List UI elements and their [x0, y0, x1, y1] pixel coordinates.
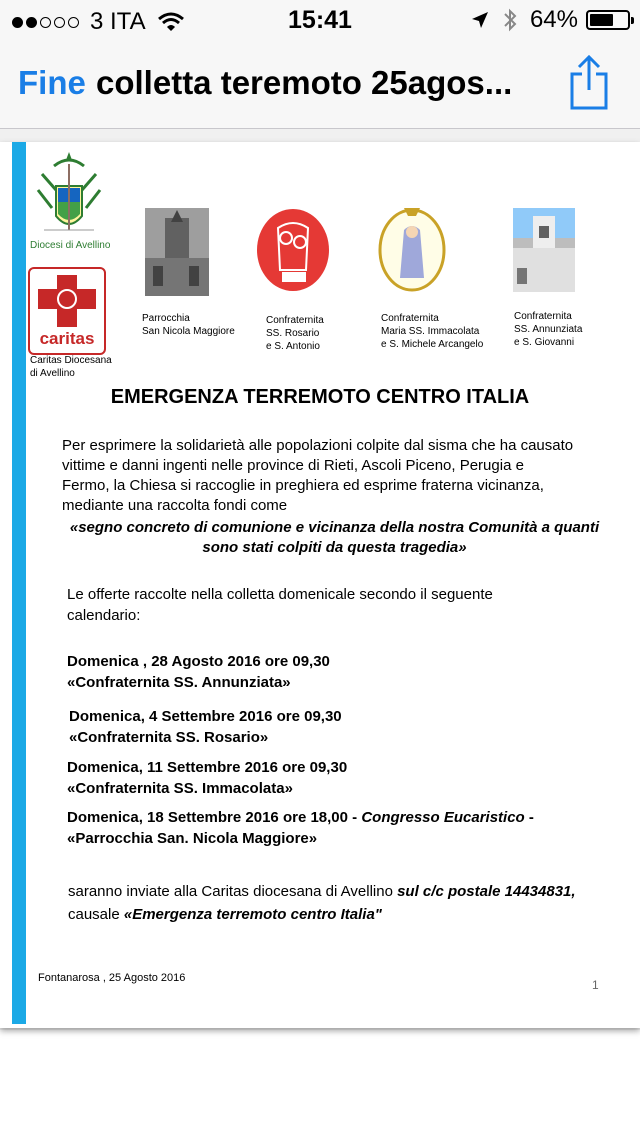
caritas-logo — [28, 267, 106, 355]
offer-line: Le offerte raccolte nella colletta domenicale secondo il seguente — [67, 586, 493, 603]
schedule-suffix: - — [524, 809, 534, 826]
parish-label — [142, 312, 235, 338]
battery-nub — [631, 17, 634, 24]
schedule-item — [67, 757, 347, 799]
quote — [62, 518, 607, 558]
parish-label-line: e S. Michele Arcangelo — [381, 339, 484, 350]
schedule-group: «Confraternita SS. Annunziata» — [67, 674, 291, 691]
intro-line: mediante una raccolta fondi come — [62, 497, 288, 514]
location-arrow-icon — [470, 10, 490, 30]
footer-bold: «Emergenza terremoto centro Italia" — [123, 906, 382, 923]
caritas-cross-icon — [30, 271, 104, 331]
bluetooth-icon — [502, 8, 518, 32]
caritas-label-line: Caritas Diocesana — [30, 355, 112, 366]
navigation-bar — [0, 40, 640, 129]
clock: 15:41 — [288, 6, 352, 34]
parish-label-line: San Nicola Maggiore — [142, 326, 235, 337]
parish-label-line: SS. Annunziata — [514, 324, 583, 335]
status-right — [470, 6, 630, 34]
parish-label-line: Parrocchia — [142, 313, 190, 324]
parrocchia-photo — [145, 208, 209, 296]
parish-label — [381, 312, 483, 351]
intro-line: Per esprimere la solidarietà alle popolazioni colpite dal sisma che ha causato — [62, 437, 574, 454]
page-number: 1 — [592, 978, 599, 992]
parish-label-line: Confraternita — [514, 311, 572, 322]
viewer-bottom — [0, 1030, 640, 1136]
intro-line: vittime e danni ingenti nelle province di Rieti, Ascoli Piceno, Perugia e — [62, 457, 524, 474]
share-icon[interactable] — [568, 54, 610, 110]
pdf-page[interactable] — [0, 142, 640, 1028]
parish-label — [266, 314, 324, 353]
parish-label-line: e S. Antonio — [266, 341, 320, 352]
footer-bold: sul c/c postale 14434831, — [397, 883, 576, 900]
schedule-date — [67, 807, 534, 828]
footer-text: saranno inviate alla Caritas diocesana di Avellino — [68, 883, 398, 900]
offer-paragraph — [67, 584, 587, 626]
schedule-group: «Confraternita SS. Immacolata» — [67, 780, 293, 797]
quote-line: sono stati colpiti da questa tragedia» — [202, 539, 467, 556]
footer-line — [68, 903, 628, 926]
annunziata-photo — [513, 208, 575, 292]
battery-icon — [586, 10, 630, 30]
parish-label — [514, 310, 582, 349]
schedule-date-text: Domenica, 18 Settembre 2016 ore 18,00 - — [67, 809, 362, 826]
schedule-group: «Parrocchia San. Nicola Maggiore» — [67, 830, 318, 847]
place-date: Fontanarosa , 25 Agosto 2016 — [38, 972, 186, 984]
schedule-date: Domenica, 11 Settembre 2016 ore 09,30 — [67, 759, 348, 776]
rosario-emblem — [256, 208, 330, 292]
parish-label-line: Maria SS. Immacolata — [381, 326, 480, 337]
carrier-name: 3 ITA — [90, 8, 146, 35]
diocesi-label: Diocesi di Avellino — [30, 240, 111, 251]
battery-percent: 64% — [529, 6, 578, 33]
schedule-date: Domenica, 4 Settembre 2016 ore 09,30 — [69, 708, 342, 725]
battery-fill — [590, 14, 613, 26]
schedule-extra: Congresso Eucaristico — [361, 809, 525, 826]
caritas-logo-text: caritas — [39, 329, 95, 348]
schedule-item — [69, 706, 342, 748]
footer-paragraph — [68, 880, 628, 926]
quote-line: «segno concreto di comunione e vicinanza della nostra Comunità a quanti — [69, 519, 600, 536]
status-bar — [0, 0, 640, 40]
footer-line — [68, 880, 628, 903]
diocesi-coat-of-arms-icon — [34, 150, 104, 250]
schedule-group: «Confraternita SS. Rosario» — [69, 729, 269, 746]
schedule-item — [67, 807, 534, 849]
schedule-item — [67, 651, 330, 693]
offer-line: calendario: — [67, 607, 141, 624]
caritas-label — [30, 354, 112, 380]
parish-label-line: e S. Giovanni — [514, 337, 575, 348]
parish-label-line: Confraternita — [266, 315, 324, 326]
intro-paragraph — [62, 436, 607, 516]
parish-label-line: SS. Rosario — [266, 328, 320, 339]
immacolata-emblem — [376, 204, 448, 294]
schedule-date: Domenica , 28 Agosto 2016 ore 09,30 — [67, 653, 330, 670]
caritas-label-line: di Avellino — [30, 368, 75, 379]
parish-label-line: Confraternita — [381, 313, 439, 324]
footer-text: causale — [68, 906, 124, 923]
intro-line: Fermo, la Chiesa si raccoglie in preghiera ed esprime fraterna vicinanza, — [62, 477, 544, 494]
headline: EMERGENZA TERREMOTO CENTRO ITALIA — [110, 386, 530, 408]
document-title: colletta teremoto 25agos... — [96, 64, 513, 101]
done-button[interactable]: Fine — [18, 64, 86, 101]
page-accent-bar — [12, 142, 26, 1024]
